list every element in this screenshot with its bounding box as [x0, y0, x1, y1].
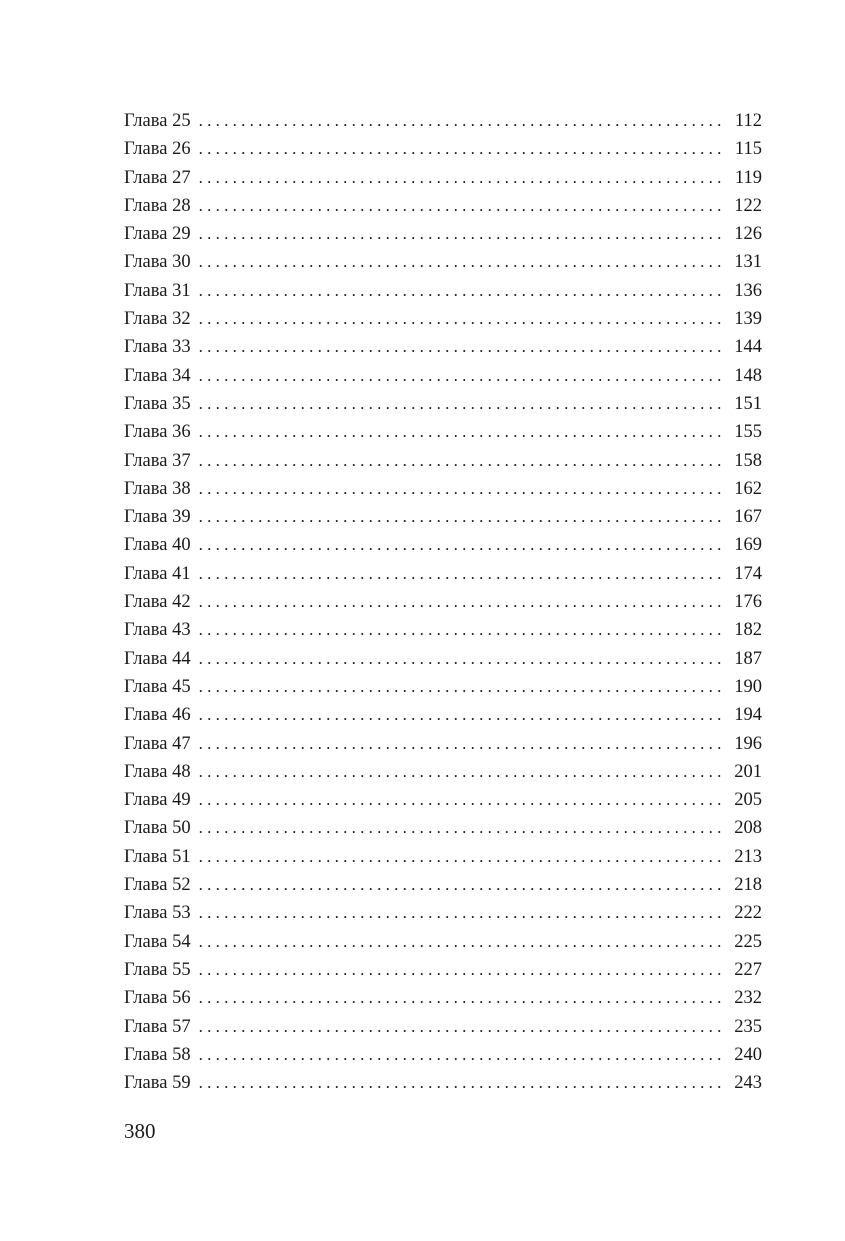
- toc-dot-leader: [199, 107, 722, 135]
- toc-entry-page: 119: [734, 167, 762, 188]
- toc-dot-leader: [199, 843, 722, 871]
- toc-entry: [124, 305, 762, 333]
- toc-entry: [124, 1041, 762, 1069]
- toc-entry-title: Глава 49: [124, 790, 191, 811]
- toc-entry-title: Глава 39: [124, 507, 191, 528]
- toc-entry-title: Глава 25: [124, 111, 191, 131]
- toc-dot-leader: [199, 928, 722, 956]
- toc-entry: [124, 135, 762, 163]
- toc-entry: [124, 277, 762, 305]
- toc-entry-page: 227: [734, 959, 762, 980]
- toc-dot-leader: [199, 814, 722, 842]
- toc-entry-page: 201: [734, 761, 762, 782]
- toc-entry-title: Глава 40: [124, 535, 191, 556]
- toc-dot-leader: [199, 447, 722, 475]
- toc-entry-page: 115: [734, 139, 762, 160]
- toc-entry-page: 167: [734, 507, 762, 528]
- toc-entry: [124, 984, 762, 1012]
- toc-entry-page: 243: [734, 1073, 762, 1094]
- toc-dot-leader: [199, 588, 722, 616]
- toc-entry: [124, 871, 762, 899]
- toc-dot-leader: [199, 248, 722, 276]
- toc-dot-leader: [199, 333, 722, 361]
- toc-dot-leader: [199, 645, 722, 673]
- toc-dot-leader: [199, 984, 722, 1012]
- toc-entry: [124, 843, 762, 871]
- toc-dot-leader: [199, 730, 722, 758]
- toc-dot-leader: [199, 503, 722, 531]
- toc-entry-page: 131: [734, 252, 762, 273]
- toc-dot-leader: [199, 1013, 722, 1041]
- toc-entry-title: Глава 36: [124, 422, 191, 443]
- toc-entry-title: Глава 43: [124, 620, 191, 641]
- toc-entry-page: 112: [734, 111, 762, 131]
- toc-entry-page: 169: [734, 535, 762, 556]
- toc-dot-leader: [199, 1069, 722, 1097]
- toc-entry-title: Глава 47: [124, 733, 191, 754]
- toc-dot-leader: [199, 305, 722, 333]
- toc-entry: [124, 418, 762, 446]
- toc-entry: [124, 786, 762, 814]
- toc-dot-leader: [199, 899, 722, 927]
- toc-entry-title: Глава 28: [124, 195, 191, 216]
- toc-entry-title: Глава 41: [124, 563, 191, 584]
- toc-entry: [124, 928, 762, 956]
- toc-entry-page: 148: [734, 365, 762, 386]
- toc-entry-title: Глава 45: [124, 676, 191, 697]
- toc-dot-leader: [199, 871, 722, 899]
- toc-entry-page: 182: [734, 620, 762, 641]
- toc-dot-leader: [199, 220, 722, 248]
- toc-entry: [124, 899, 762, 927]
- toc-entry-title: Глава 57: [124, 1016, 191, 1037]
- toc-entry-page: 174: [734, 563, 762, 584]
- toc-dot-leader: [199, 192, 722, 220]
- toc-dot-leader: [199, 701, 722, 729]
- toc-entry-title: Глава 38: [124, 478, 191, 499]
- toc-entry-title: Глава 50: [124, 818, 191, 839]
- toc-entry: [124, 814, 762, 842]
- toc-entry-page: 176: [734, 592, 762, 613]
- toc-entry-page: 190: [734, 676, 762, 697]
- toc-entry-page: 187: [734, 648, 762, 669]
- toc-entry-page: 240: [734, 1044, 762, 1065]
- toc-entry-page: 235: [734, 1016, 762, 1037]
- toc-dot-leader: [199, 786, 722, 814]
- toc-entry-title: Глава 55: [124, 959, 191, 980]
- toc-dot-leader: [199, 531, 722, 559]
- toc-entry-title: Глава 46: [124, 705, 191, 726]
- toc-entry-title: Глава 53: [124, 903, 191, 924]
- toc-entry-title: Глава 48: [124, 761, 191, 782]
- toc-entry: [124, 616, 762, 644]
- toc-entry-page: 151: [734, 393, 762, 414]
- toc-entry: [124, 362, 762, 390]
- toc-entry: [124, 645, 762, 673]
- toc-entry-title: Глава 32: [124, 309, 191, 330]
- toc-entry: [124, 588, 762, 616]
- toc-entry-page: 122: [734, 195, 762, 216]
- toc-entry-page: 194: [734, 705, 762, 726]
- toc-dot-leader: [199, 673, 722, 701]
- toc-entry-page: 136: [734, 280, 762, 301]
- toc-entry-title: Глава 56: [124, 988, 191, 1009]
- toc-entry: [124, 333, 762, 361]
- toc-entry: [124, 475, 762, 503]
- toc-entry: [124, 956, 762, 984]
- toc-entry: [124, 164, 762, 192]
- toc-entry-title: Глава 54: [124, 931, 191, 952]
- toc-entry-page: 205: [734, 790, 762, 811]
- toc-entry-title: Глава 27: [124, 167, 191, 188]
- toc-entry-title: Глава 58: [124, 1044, 191, 1065]
- toc-dot-leader: [199, 277, 722, 305]
- toc-entry-title: Глава 29: [124, 224, 191, 245]
- toc-entry: [124, 673, 762, 701]
- toc-entry-page: 218: [734, 875, 762, 896]
- page-number: 380: [124, 1119, 156, 1143]
- toc-dot-leader: [199, 390, 722, 418]
- toc-entry-page: 208: [734, 818, 762, 839]
- toc-entry: [124, 192, 762, 220]
- toc-entry: [124, 220, 762, 248]
- toc-entry-title: Глава 37: [124, 450, 191, 471]
- toc-dot-leader: [199, 758, 722, 786]
- table-of-contents: [124, 107, 762, 1097]
- toc-entry-page: 196: [734, 733, 762, 754]
- toc-entry: [124, 107, 762, 135]
- toc-entry: [124, 560, 762, 588]
- toc-entry-page: 126: [734, 224, 762, 245]
- toc-dot-leader: [199, 362, 722, 390]
- toc-entry-title: Глава 59: [124, 1073, 191, 1094]
- toc-entry-page: 225: [734, 931, 762, 952]
- toc-entry-title: Глава 52: [124, 875, 191, 896]
- toc-entry-page: 222: [734, 903, 762, 924]
- toc-entry: [124, 730, 762, 758]
- toc-entry: [124, 503, 762, 531]
- toc-entry-title: Глава 34: [124, 365, 191, 386]
- toc-entry: [124, 390, 762, 418]
- toc-entry: [124, 447, 762, 475]
- toc-entry-page: 213: [734, 846, 762, 867]
- toc-dot-leader: [199, 475, 722, 503]
- toc-entry: [124, 701, 762, 729]
- toc-dot-leader: [199, 164, 722, 192]
- toc-entry: [124, 1069, 762, 1097]
- toc-dot-leader: [199, 418, 722, 446]
- toc-dot-leader: [199, 956, 722, 984]
- toc-entry-page: 232: [734, 988, 762, 1009]
- toc-entry-title: Глава 35: [124, 393, 191, 414]
- toc-entry-title: Глава 44: [124, 648, 191, 669]
- toc-entry: [124, 531, 762, 559]
- toc-entry: [124, 758, 762, 786]
- toc-dot-leader: [199, 560, 722, 588]
- toc-entry-title: Глава 26: [124, 139, 191, 160]
- toc-entry-page: 139: [734, 309, 762, 330]
- toc-entry-page: 162: [734, 478, 762, 499]
- toc-entry-page: 144: [734, 337, 762, 358]
- toc-entry: [124, 1013, 762, 1041]
- toc-entry-page: 158: [734, 450, 762, 471]
- toc-entry-title: Глава 51: [124, 846, 191, 867]
- toc-entry-title: Глава 33: [124, 337, 191, 358]
- toc-dot-leader: [199, 616, 722, 644]
- toc-dot-leader: [199, 135, 722, 163]
- toc-entry-title: Глава 31: [124, 280, 191, 301]
- toc-entry-page: 155: [734, 422, 762, 443]
- toc-entry: [124, 248, 762, 276]
- toc-entry-title: Глава 30: [124, 252, 191, 273]
- toc-dot-leader: [199, 1041, 722, 1069]
- toc-entry-title: Глава 42: [124, 592, 191, 613]
